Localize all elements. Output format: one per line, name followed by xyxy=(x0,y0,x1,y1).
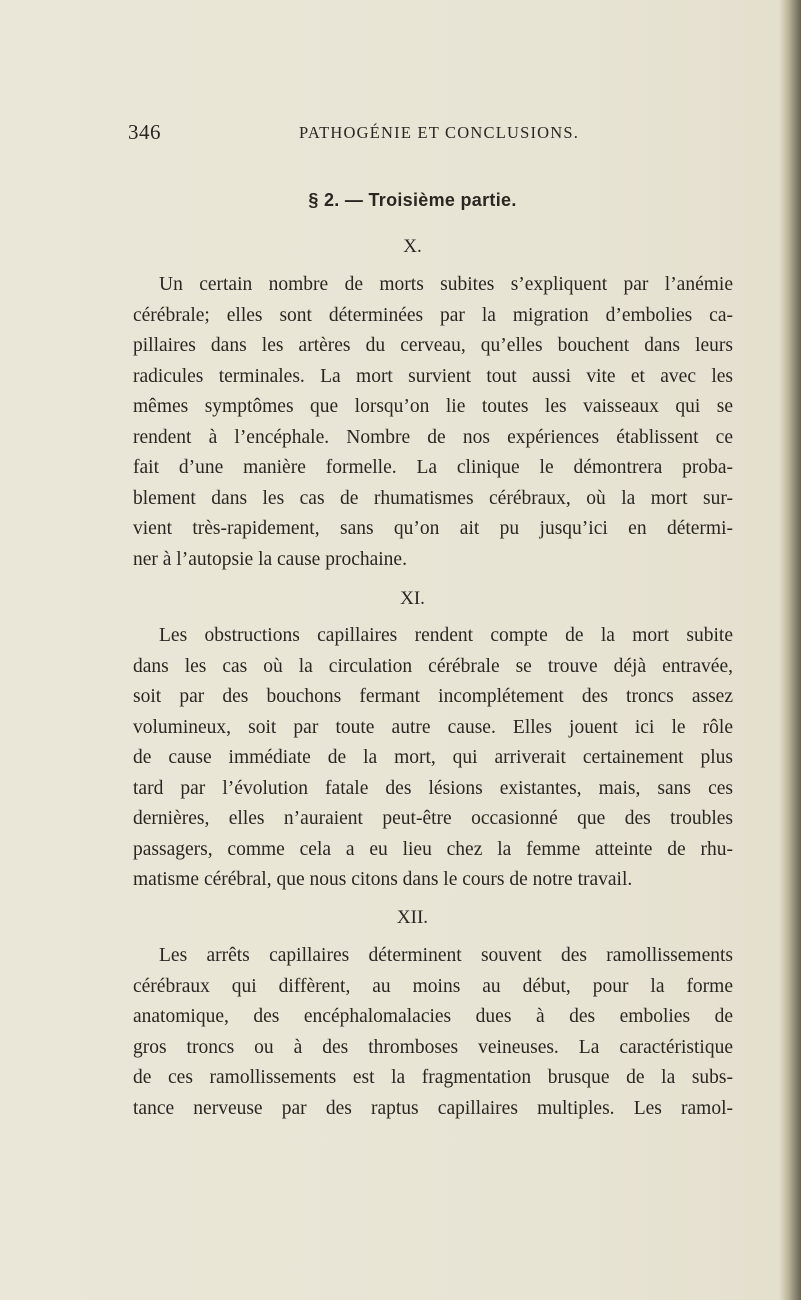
text-line: vient très-rapidement, sans qu’on ait pu jusqu’ici en détermi- xyxy=(133,518,733,539)
running-title: PATHOGÉNIE ET CONCLUSIONS. xyxy=(299,123,580,142)
text-line: fait d’une manière formelle. La clinique le démontrera proba- xyxy=(133,457,733,478)
text-line: volumineux, soit par toute autre cause. Elles jouent ici le rôle xyxy=(133,716,733,738)
text-line: tance nerveuse par des raptus capillaires multiples. Les ramol- xyxy=(133,1097,733,1119)
text-line: anatomique, des encéphalomalacies dues à des embolies de xyxy=(133,1006,733,1027)
text-line: Les arrêts capillaires déterminent souvent des ramollissements xyxy=(159,945,733,966)
text-line: mêmes symptômes que lorsqu’on lie toutes les vaisseaux qui se xyxy=(133,396,733,417)
section-heading: § 2. — Troisième partie. xyxy=(308,190,517,210)
text-line: tard par l’évolution fatale des lésions existantes, mais, sans ces xyxy=(133,777,733,799)
text-line: Un certain nombre de morts subites s’expliquent par l’anémie xyxy=(159,274,733,295)
text-line: de cause immédiate de la mort, qui arriverait certainement plus xyxy=(133,747,733,768)
text-line: soit par des bouchons fermant incomplétement des troncs assez xyxy=(133,686,733,707)
text-line: pillaires dans les artères du cerveau, qu’elles bouchent dans leurs xyxy=(133,335,733,356)
part-numeral-xi: XI. xyxy=(400,588,425,609)
text-line: Les obstructions capillaires rendent compte de la mort subite xyxy=(159,625,733,646)
text-line: rendent à l’encéphale. Nombre de nos expériences établissent ce xyxy=(133,426,733,448)
text-line: de ces ramollissements est la fragmentation brusque de la subs- xyxy=(133,1067,733,1088)
paragraph-xii xyxy=(133,941,733,1124)
text-line: radicules terminales. La mort survient tout aussi vite et avec les xyxy=(133,365,733,387)
text-line: passagers, comme cela a eu lieu chez la femme atteinte de rhu- xyxy=(133,838,733,860)
paragraph-x xyxy=(133,270,733,575)
text-line: cérébraux qui diffèrent, au moins au début, pour la forme xyxy=(133,975,733,997)
paragraph-xi xyxy=(133,621,733,896)
text-line: ner à l’autopsie la cause prochaine. xyxy=(133,548,407,570)
text-line: cérébrale; elles sont déterminées par la migration d’embolies ca- xyxy=(133,304,733,326)
text-line: blement dans les cas de rhumatismes cérébraux, où la mort sur- xyxy=(133,487,733,509)
part-numeral-xii: XII. xyxy=(396,907,429,928)
text-line: dernières, elles n’auraient peut-être occasionné que des troubles xyxy=(133,808,733,829)
running-head xyxy=(128,120,728,150)
text-line: matisme cérébral, que nous citons dans le cours de notre travail. xyxy=(133,869,633,890)
part-numeral-x: X. xyxy=(403,236,422,257)
page-number: 346 xyxy=(128,120,161,144)
text-line: gros troncs ou à des thromboses veineuses. La caractéristique xyxy=(133,1036,733,1058)
text-line: dans les cas où la circulation cérébrale se trouve déjà entravée, xyxy=(133,655,733,677)
